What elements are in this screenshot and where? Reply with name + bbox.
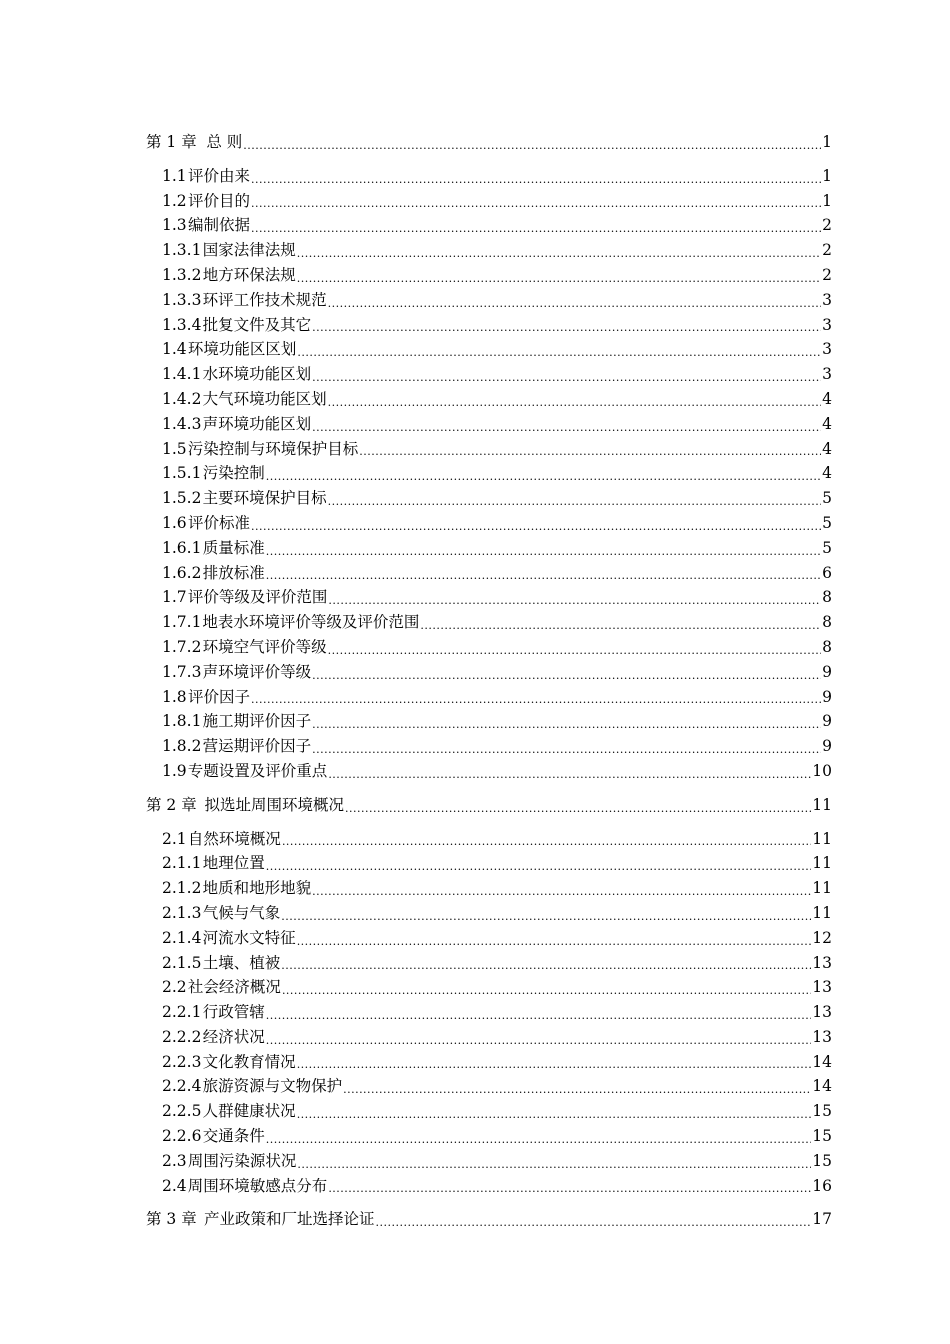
toc-page-number: 9 — [822, 662, 832, 681]
toc-dot-leader — [328, 295, 821, 313]
toc-entry-number: 1.8 — [162, 687, 187, 706]
toc-entry-number: 1.2 — [162, 191, 187, 210]
toc-dot-leader — [266, 858, 812, 876]
toc-dot-leader — [420, 617, 821, 635]
toc-entry-number: 2.3 — [162, 1151, 187, 1170]
toc-entry-number: 2.1.4 — [162, 928, 202, 947]
toc-section-entry[interactable] — [146, 511, 832, 536]
toc-entry-number: 2.4 — [162, 1176, 187, 1195]
toc-page-number: 14 — [812, 1052, 832, 1071]
toc-dot-leader — [343, 1081, 811, 1099]
toc-entry-number: 1.8.1 — [162, 712, 202, 731]
toc-section-entry[interactable] — [146, 759, 832, 784]
toc-entry-number: 2.1.1 — [162, 854, 202, 873]
toc-entry-title: 评价标准 — [188, 513, 251, 532]
toc-section-entry[interactable] — [146, 561, 832, 586]
toc-entry-title: 拟选址周围环境概况 — [204, 795, 344, 814]
toc-entry-title: 交通条件 — [202, 1127, 265, 1146]
toc-dot-leader — [251, 171, 821, 189]
toc-entry-number: 2.2.6 — [162, 1127, 202, 1146]
toc-entry-title: 环境功能区区划 — [187, 340, 297, 359]
toc-entry-title: 施工期评价因子 — [202, 712, 312, 731]
toc-entry-title: 河流水文特征 — [202, 928, 296, 947]
toc-section-entry[interactable] — [146, 585, 832, 610]
toc-page-number: 9 — [822, 712, 832, 731]
toc-entry-title: 土壤、植被 — [202, 953, 281, 972]
toc-page-number: 4 — [822, 389, 832, 408]
toc-entry-title: 营运期评价因子 — [202, 737, 312, 756]
toc-dot-leader — [297, 1106, 812, 1124]
toc-section-entry[interactable] — [146, 238, 832, 263]
toc-page-number: 4 — [822, 414, 832, 433]
toc-dot-leader — [266, 1007, 812, 1025]
toc-section-entry[interactable] — [146, 189, 832, 214]
toc-page-number: 5 — [822, 489, 832, 508]
toc-page-number: 2 — [822, 241, 832, 260]
toc-entry-number: 2.2 — [162, 978, 187, 997]
toc-entry-number: 2.2.1 — [162, 1003, 202, 1022]
toc-page-number: 3 — [822, 340, 832, 359]
toc-dot-leader — [281, 908, 811, 926]
toc-entry-number: 2.2.4 — [162, 1077, 202, 1096]
toc-section-entry[interactable] — [146, 1074, 832, 1099]
toc-section-entry[interactable] — [146, 1025, 832, 1050]
toc-entry-title: 人群健康状况 — [202, 1102, 296, 1121]
toc-section-entry[interactable] — [146, 461, 832, 486]
toc-entry-title: 污染控制 — [202, 464, 265, 483]
toc-entry-title: 行政管辖 — [202, 1003, 265, 1022]
toc-section-entry[interactable] — [146, 851, 832, 876]
toc-entry-number: 1.1 — [162, 166, 187, 185]
toc-page-number: 13 — [812, 953, 832, 972]
toc-page-number: 8 — [822, 588, 832, 607]
toc-section-entry[interactable] — [146, 901, 832, 926]
toc-entry-title: 地表水环境评价等级及评价范围 — [202, 613, 420, 632]
toc-page-number: 3 — [822, 290, 832, 309]
toc-dot-leader — [328, 642, 821, 660]
toc-entry-number: 1.5 — [162, 439, 187, 458]
toc-page-number: 3 — [822, 365, 832, 384]
toc-section-entry[interactable] — [146, 734, 832, 759]
toc-dot-leader — [266, 1032, 812, 1050]
toc-entry-title: 声环境评价等级 — [202, 662, 312, 681]
toc-entry-title: 排放标准 — [202, 563, 265, 582]
toc-entry-number: 1.4.2 — [162, 389, 202, 408]
toc-entry-number: 2.2.2 — [162, 1027, 202, 1046]
toc-dot-leader — [375, 1214, 811, 1232]
toc-entry-number: 1.7 — [162, 588, 187, 607]
toc-entry-number: 2.2.3 — [162, 1052, 202, 1071]
toc-dot-leader — [282, 833, 811, 851]
toc-dot-leader — [312, 716, 821, 734]
toc-entry-title: 批复文件及其它 — [202, 315, 312, 334]
toc-section-entry[interactable] — [146, 362, 832, 387]
toc-page-number: 11 — [812, 903, 832, 922]
toc-page-number: 13 — [812, 1003, 832, 1022]
toc-page-number: 11 — [812, 879, 832, 898]
toc-entry-title: 自然环境概况 — [187, 829, 281, 848]
toc-page-number: 8 — [822, 613, 832, 632]
toc-section-entry[interactable] — [146, 313, 832, 338]
toc-section-entry[interactable] — [146, 213, 832, 238]
toc-page-number: 11 — [812, 854, 832, 873]
toc-entry-title: 周围污染源状况 — [187, 1151, 297, 1170]
toc-entry-title: 周围环境敏感点分布 — [187, 1176, 328, 1195]
toc-entry-number: 1.3.1 — [162, 241, 202, 260]
toc-entry-number: 第 1 章 — [146, 133, 197, 151]
toc-entry-number: 1.6 — [162, 513, 187, 532]
toc-page-number: 1 — [822, 166, 832, 185]
toc-page-number: 1 — [822, 133, 832, 151]
toc-page-number: 15 — [812, 1102, 832, 1121]
toc-entry-number: 2.1.3 — [162, 903, 202, 922]
toc-entry-number: 1.5.1 — [162, 464, 202, 483]
toc-page-number: 15 — [812, 1127, 832, 1146]
toc-dot-leader — [281, 957, 811, 975]
toc-page-number: 6 — [822, 563, 832, 582]
toc-page-number: 13 — [812, 1027, 832, 1046]
toc-entry-number: 1.6.2 — [162, 563, 202, 582]
toc-entry-title: 文化教育情况 — [202, 1052, 296, 1071]
toc-page-number: 9 — [822, 737, 832, 756]
toc-section-entry[interactable] — [146, 1124, 832, 1149]
toc-page-number: 12 — [812, 928, 832, 947]
toc-entry-title: 水环境功能区划 — [202, 365, 312, 384]
toc-dot-leader — [243, 137, 821, 155]
toc-dot-leader — [328, 592, 821, 610]
toc-section-entry[interactable] — [146, 610, 832, 635]
toc-section-entry[interactable] — [146, 486, 832, 511]
toc-entry-number: 2.1 — [162, 829, 187, 848]
toc-page-number: 1 — [822, 191, 832, 210]
toc-section-entry[interactable] — [146, 1099, 832, 1124]
toc-entry-number: 2.1.5 — [162, 953, 202, 972]
toc-dot-leader — [312, 319, 821, 337]
toc-section-entry[interactable] — [146, 926, 832, 951]
toc-dot-leader — [297, 933, 812, 951]
toc-section-entry[interactable] — [146, 876, 832, 901]
toc-entry-number: 1.7.3 — [162, 662, 202, 681]
toc-dot-leader — [328, 1180, 811, 1198]
toc-section-entry[interactable] — [146, 412, 832, 437]
toc-entry-number: 1.9 — [162, 761, 187, 780]
toc-entry-title: 评价因子 — [188, 687, 251, 706]
toc-section-entry[interactable] — [146, 164, 832, 189]
toc-dot-leader — [328, 394, 821, 412]
toc-section-entry[interactable] — [146, 660, 832, 685]
toc-page-number: 3 — [822, 315, 832, 334]
toc-entry-title: 专题设置及评价重点 — [187, 761, 328, 780]
toc-page-number: 9 — [822, 687, 832, 706]
toc-dot-leader — [297, 1056, 812, 1074]
toc-page-number: 5 — [822, 538, 832, 557]
toc-entry-title: 国家法律法规 — [202, 241, 296, 260]
toc-section-entry[interactable] — [146, 709, 832, 734]
toc-dot-leader — [251, 691, 821, 709]
toc-section-entry[interactable] — [146, 263, 832, 288]
toc-entry-number: 1.7.1 — [162, 613, 202, 632]
toc-section-entry[interactable] — [146, 1174, 832, 1199]
toc-entry-title: 质量标准 — [202, 538, 265, 557]
toc-entry-title: 地理位置 — [202, 854, 265, 873]
toc-page-number: 17 — [812, 1210, 832, 1229]
toc-page-number: 8 — [822, 637, 832, 656]
toc-entry-title: 评价等级及评价范围 — [187, 588, 328, 607]
toc-entry-number: 1.4.3 — [162, 414, 202, 433]
table-of-contents — [146, 130, 832, 1241]
toc-entry-number: 2.2.5 — [162, 1102, 202, 1121]
toc-dot-leader — [328, 766, 811, 784]
toc-section-entry[interactable] — [146, 288, 832, 313]
toc-dot-leader — [359, 443, 821, 461]
toc-section-entry[interactable] — [146, 827, 832, 852]
toc-section-entry[interactable] — [146, 337, 832, 362]
toc-entry-title: 大气环境功能区划 — [202, 389, 327, 408]
toc-section-entry[interactable] — [146, 635, 832, 660]
toc-entry-title: 污染控制与环境保护目标 — [187, 439, 359, 458]
toc-page-number: 14 — [812, 1077, 832, 1096]
toc-section-entry[interactable] — [146, 685, 832, 710]
toc-entry-number: 第 3 章 — [146, 1210, 197, 1229]
toc-page-number: 15 — [812, 1151, 832, 1170]
toc-section-entry[interactable] — [146, 1149, 832, 1174]
toc-dot-leader — [266, 567, 821, 585]
toc-entry-number: 1.3.3 — [162, 290, 202, 309]
toc-entry-title: 编制依据 — [188, 216, 251, 235]
toc-dot-leader — [312, 883, 811, 901]
toc-dot-leader — [345, 800, 811, 818]
toc-dot-leader — [266, 543, 821, 561]
toc-page-number: 10 — [812, 761, 832, 780]
toc-section-entry[interactable] — [146, 437, 832, 462]
toc-entry-number: 第 2 章 — [146, 795, 197, 814]
toc-page-number: 5 — [822, 513, 832, 532]
toc-entry-title: 经济状况 — [202, 1027, 265, 1046]
toc-entry-title: 评价目的 — [188, 191, 251, 210]
toc-dot-leader — [266, 1131, 812, 1149]
toc-dot-leader — [297, 1156, 811, 1174]
toc-entry-title: 气候与气象 — [202, 903, 281, 922]
toc-dot-leader — [312, 667, 821, 685]
toc-entry-title: 总 则 — [206, 133, 243, 151]
toc-entry-number: 1.7.2 — [162, 637, 202, 656]
toc-section-entry[interactable] — [146, 1000, 832, 1025]
toc-dot-leader — [312, 419, 821, 437]
toc-entry-number: 2.1.2 — [162, 879, 202, 898]
toc-dot-leader — [297, 270, 821, 288]
toc-dot-leader — [328, 493, 821, 511]
toc-entry-title: 地方环保法规 — [202, 265, 296, 284]
toc-page-number: 13 — [812, 978, 832, 997]
toc-page-number: 16 — [812, 1176, 832, 1195]
toc-entry-number: 1.8.2 — [162, 737, 202, 756]
toc-chapter-entry[interactable] — [146, 793, 832, 818]
toc-dot-leader — [312, 369, 821, 387]
toc-page-number: 2 — [822, 265, 832, 284]
toc-page-number: 4 — [822, 439, 832, 458]
toc-entry-number: 1.5.2 — [162, 489, 202, 508]
toc-entry-title: 产业政策和厂址选择论证 — [203, 1210, 375, 1229]
toc-entry-number: 1.3.2 — [162, 265, 202, 284]
toc-section-entry[interactable] — [146, 951, 832, 976]
toc-entry-title: 声环境功能区划 — [202, 414, 312, 433]
toc-chapter-entry[interactable] — [146, 130, 832, 155]
toc-page-number: 11 — [812, 829, 832, 848]
toc-dot-leader — [297, 344, 821, 362]
toc-entry-title: 社会经济概况 — [187, 978, 281, 997]
toc-section-entry[interactable] — [146, 1050, 832, 1075]
toc-dot-leader — [251, 220, 821, 238]
toc-entry-title: 地质和地形地貌 — [202, 879, 312, 898]
toc-entry-title: 环评工作技术规范 — [202, 290, 327, 309]
toc-dot-leader — [312, 741, 821, 759]
toc-dot-leader — [251, 518, 821, 536]
toc-entry-number: 1.6.1 — [162, 538, 202, 557]
toc-section-entry[interactable] — [146, 536, 832, 561]
toc-entry-number: 1.4 — [162, 340, 187, 359]
toc-entry-title: 环境空气评价等级 — [202, 637, 327, 656]
toc-entry-title: 主要环境保护目标 — [202, 489, 327, 508]
toc-entry-number: 1.3.4 — [162, 315, 202, 334]
toc-page-number: 2 — [822, 216, 832, 235]
toc-section-entry[interactable] — [146, 387, 832, 412]
toc-page-number: 11 — [812, 795, 832, 814]
toc-dot-leader — [297, 245, 821, 263]
toc-dot-leader — [251, 195, 821, 213]
toc-dot-leader — [266, 468, 821, 486]
toc-section-entry[interactable] — [146, 975, 832, 1000]
toc-entry-number: 1.3 — [162, 216, 187, 235]
toc-dot-leader — [282, 982, 811, 1000]
toc-chapter-entry[interactable] — [146, 1207, 832, 1232]
toc-entry-title: 旅游资源与文物保护 — [202, 1077, 343, 1096]
toc-entry-title: 评价由来 — [188, 166, 251, 185]
toc-entry-number: 1.4.1 — [162, 365, 202, 384]
toc-page-number: 4 — [822, 464, 832, 483]
